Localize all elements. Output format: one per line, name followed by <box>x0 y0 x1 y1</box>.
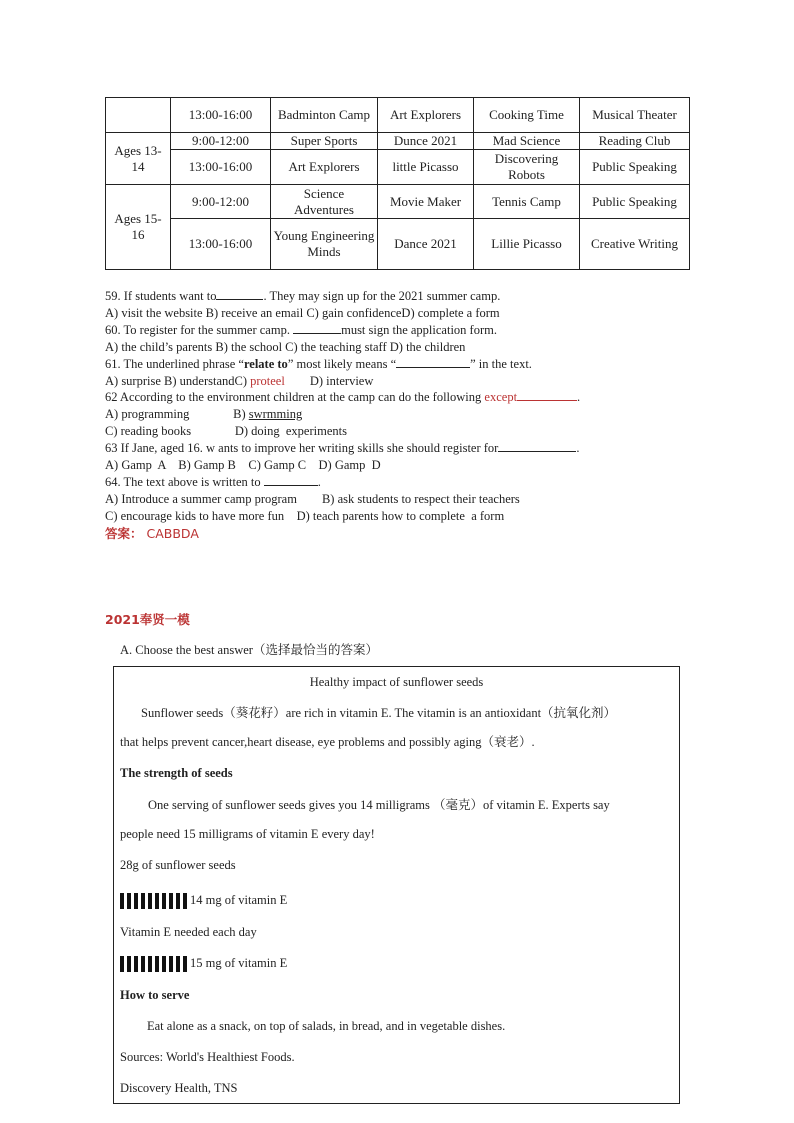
table-row <box>106 185 690 219</box>
question-63: 63 If Jane, aged 16. w ants to improve her writing skills she should register for . <box>105 441 580 456</box>
table-cell: 13:00-16:00 <box>171 98 271 133</box>
age-group-label: Ages 15-16 <box>106 185 171 270</box>
table-cell <box>106 98 171 133</box>
passage-paragraph: people need 15 milligrams of vitamin E every day! <box>120 827 375 841</box>
table-cell: 9:00-12:00 <box>171 133 271 150</box>
bar-segment <box>141 956 145 972</box>
bar-segment <box>162 956 166 972</box>
bar-segment <box>176 893 180 909</box>
table-cell: Young Engineering Minds <box>271 219 378 270</box>
question-62-options-2: C) reading books D) doing experiments <box>105 424 347 439</box>
answer-blank <box>216 288 263 300</box>
question-60: 60. To register for the summer camp. must sign the application form. <box>105 322 497 337</box>
passage-source: Discovery Health, TNS <box>120 1081 238 1095</box>
passage-paragraph: that helps prevent cancer,heart disease, eye problems and possibly aging（衰老）. <box>120 735 535 749</box>
table-cell: Art Explorers <box>271 150 378 185</box>
table-cell: Musical Theater <box>580 98 690 133</box>
answer-blank <box>517 389 577 401</box>
bar-segment <box>134 956 138 972</box>
question-63-options: A) Gamp A B) Gamp B C) Gamp C D) Gamp D <box>105 458 381 473</box>
questions-section <box>105 288 705 543</box>
table-cell: Art Explorers <box>378 98 474 133</box>
vitamin-bar-row: 14 mg of vitamin E <box>120 893 287 909</box>
bar-segment <box>169 956 173 972</box>
table-cell: Creative Writing <box>580 219 690 270</box>
bar-segment <box>183 956 187 972</box>
question-59: 59. If students want to . They may sign up for the 2021 summer camp. <box>105 289 501 303</box>
question-59-options: A) visit the website B) receive an email C) gain confidenceD) complete a form <box>105 305 500 320</box>
bar-segment <box>183 893 187 909</box>
answer-blank <box>264 474 318 486</box>
bar-segment <box>148 893 152 909</box>
bar-segment <box>120 956 124 972</box>
bar-segment <box>127 893 131 909</box>
vitamin-bar-needed <box>120 956 187 972</box>
question-61-options: A) surprise B) understandC) proteel D) interview <box>105 373 374 388</box>
table-cell: Super Sports <box>271 133 378 150</box>
table-cell: Badminton Camp <box>271 98 378 133</box>
bar-segment <box>134 893 138 909</box>
answer-blank <box>498 440 576 452</box>
answer-blank <box>396 356 470 368</box>
question-61: 61. The underlined phrase “relate to” most likely means “ ” in the text. <box>105 356 532 371</box>
bar-segment <box>148 956 152 972</box>
bar-segment <box>169 893 173 909</box>
vitamin-bar-row: 15 mg of vitamin E <box>120 956 287 972</box>
table-cell: Mad Science <box>474 133 580 150</box>
question-62: 62 According to the environment children at the camp can do the following except . <box>105 390 581 405</box>
bar-segment <box>155 893 159 909</box>
bar-segment <box>120 893 124 909</box>
question-64: 64. The text above is written to . <box>105 474 321 489</box>
bar-segment <box>155 956 159 972</box>
passage-paragraph: Eat alone as a snack, on top of salads, in bread, and in vegetable dishes. <box>147 1019 506 1033</box>
passage-text: Vitamin E needed each day <box>120 925 257 939</box>
passage-source: Sources: World's Healthiest Foods. <box>120 1050 295 1064</box>
bar-segment <box>141 893 145 909</box>
table-cell: Dunce 2021 <box>378 133 474 150</box>
passage-paragraph: One serving of sunflower seeds gives you 14 milligrams （毫克）of vitamin E. Experts say <box>148 798 610 812</box>
table-cell: Dance 2021 <box>378 219 474 270</box>
table-cell: 13:00-16:00 <box>171 219 271 270</box>
table-cell: Science Adventures <box>271 185 378 219</box>
bar-segment <box>127 956 131 972</box>
bar-segment <box>162 893 166 909</box>
question-64-options-2: C) encourage kids to have more fun D) teach parents how to complete a form <box>105 508 505 523</box>
question-60-options: A) the child’s parents B) the school C) the teaching staff D) the children <box>105 339 466 354</box>
table-row <box>106 150 690 185</box>
passage-paragraph: Sunflower seeds（葵花籽）are rich in vitamin E. The vitamin is an antioxidant（抗氧化剂） <box>141 706 617 720</box>
table-cell: Tennis Camp <box>474 185 580 219</box>
section-title: 2021奉贤一模 <box>105 612 190 627</box>
age-group-label: Ages 13-14 <box>106 133 171 185</box>
vitamin-bar-seeds <box>120 893 187 909</box>
table-cell: Public Speaking <box>580 185 690 219</box>
table-row <box>106 133 690 150</box>
section-instruction: A. Choose the best answer（选择最恰当的答案） <box>120 643 378 657</box>
table-cell: Cooking Time <box>474 98 580 133</box>
answer-key: 答案： CABBDA <box>105 525 199 541</box>
table-cell: Reading Club <box>580 133 690 150</box>
question-62-options: A) programming B) swrmming <box>105 407 303 422</box>
table-cell: Lillie Picasso <box>474 219 580 270</box>
table-cell: little Picasso <box>378 150 474 185</box>
passage-heading: How to serve <box>120 988 190 1002</box>
table-row <box>106 98 690 133</box>
reading-passage-box <box>113 666 680 1104</box>
table-cell: Movie Maker <box>378 185 474 219</box>
passage-title: Healthy impact of sunflower seeds <box>309 675 484 689</box>
table-cell: Public Speaking <box>580 150 690 185</box>
answer-blank <box>293 322 341 334</box>
table-cell: 9:00-12:00 <box>171 185 271 219</box>
passage-text: 28g of sunflower seeds <box>120 858 236 872</box>
schedule-table <box>105 97 690 270</box>
question-64-options: A) Introduce a summer camp program B) ask students to respect their teachers <box>105 491 520 506</box>
table-cell: 13:00-16:00 <box>171 150 271 185</box>
passage-heading: The strength of seeds <box>120 766 233 780</box>
bar-segment <box>176 956 180 972</box>
table-cell: Discovering Robots <box>474 150 580 185</box>
table-row <box>106 219 690 270</box>
